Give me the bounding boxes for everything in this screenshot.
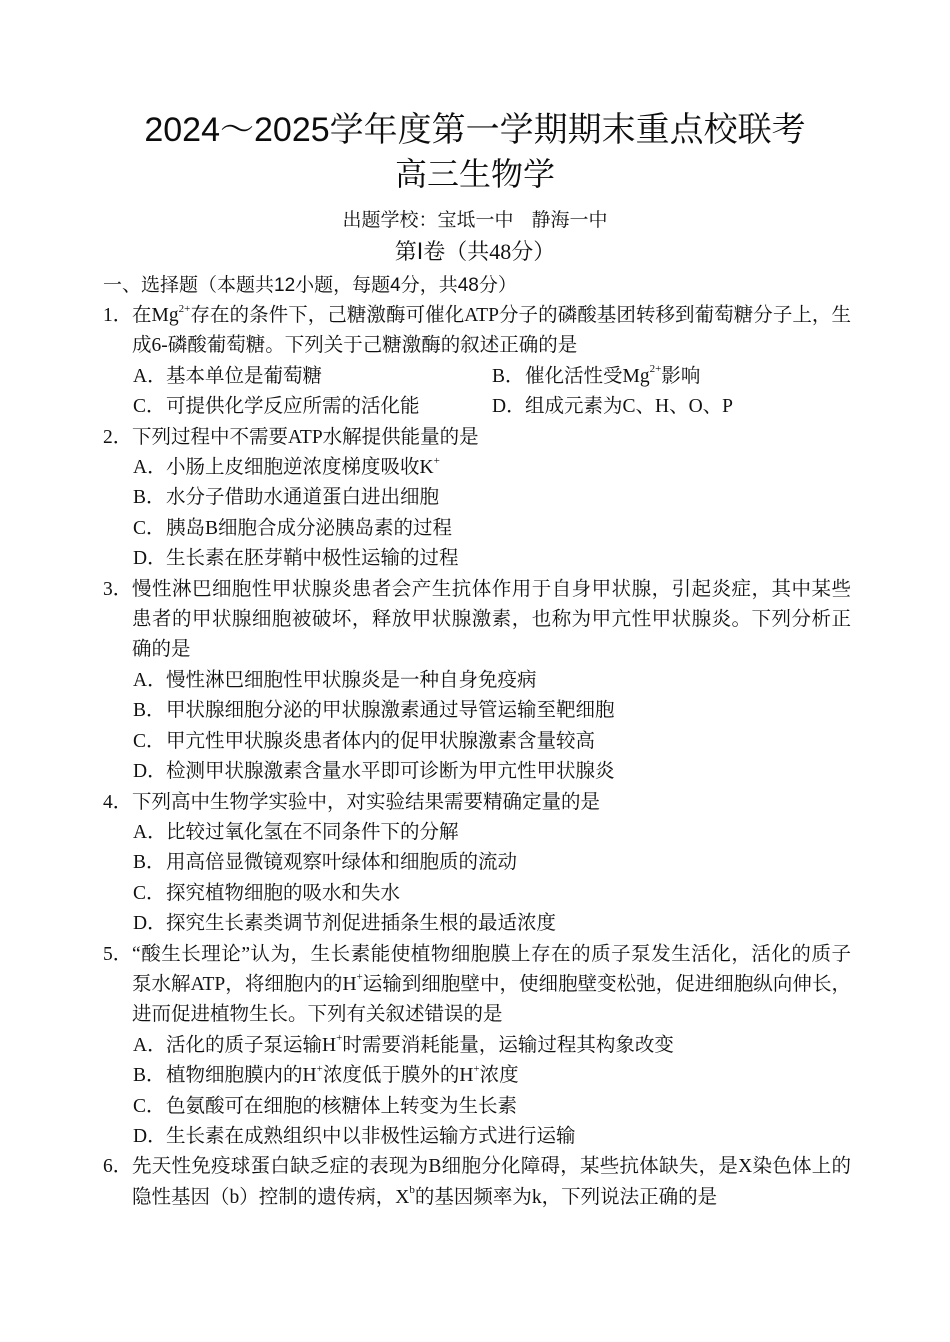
question-number: 6． — [103, 1156, 133, 1178]
question-stem: 5． “酸生长理论”认为，生长素能使植物细胞膜上存在的质子泵发生活化，活化的质子泵水解ATP，将细胞内的H+运输到细胞壁中，使细胞壁变松弛，促进细胞纵向伸长，进而促进植物生长。下列有关叙述错误的是 — [103, 940, 851, 1031]
exam-subject: 高三生物学 — [394, 156, 555, 192]
option-a[interactable]: A．活化的质子泵运输H+时需要消耗能量，运输过程其构象改变 — [133, 1032, 674, 1056]
question-stem: 1． 在$Mg^{2+}$存在的条件下，己糖激酶可催化ATP分子的磷酸基团转移到葡萄糖分子上，生成6-磷酸葡萄糖。下列关于己糖激酶的叙述正确的是 — [103, 302, 851, 357]
question-number: 2． — [103, 426, 133, 448]
volume-label: 第Ⅰ卷 — [394, 239, 446, 264]
question-2 — [103, 423, 851, 575]
option-a[interactable]: A．基本单位是葡萄糖 — [133, 365, 323, 387]
option-a[interactable]: A．小肠上皮细胞逆浓度梯度吸收K+ — [133, 454, 440, 479]
question-number: 3． — [103, 578, 133, 600]
question-stem: 3． 慢性淋巴细胞性甲状腺炎患者会产生抗体作用于自身甲状腺，引起炎症，其中某些患者的甲状腺细胞被破坏，释放甲状腺激素，也称为甲亢性甲状腺炎。下列分析正确的是 — [103, 575, 851, 666]
question-1 — [103, 301, 851, 423]
option-c[interactable]: C．甲亢性甲状腺炎患者体内的促甲状腺激素含量较高 — [133, 730, 596, 752]
question-stem: 6． 先天性免疫球蛋白缺乏症的表现为B细胞分化障碍，某些抗体缺失，是X染色体上的隐性基因（b）控制的遗传病，$X^b$的基因频率为k，下列说法正确的是 — [103, 1152, 851, 1213]
section-heading: 一、选择题（本题共12小题，每题4分，共48分） — [103, 275, 517, 296]
question-6 — [103, 1152, 851, 1213]
option-b[interactable]: B．用高倍显微镜观察叶绿体和细胞质的流动 — [133, 852, 518, 874]
question-5 — [103, 940, 851, 1153]
option-c[interactable]: C．胰岛B细胞合成分泌胰岛素的过程 — [133, 517, 453, 539]
option-a[interactable]: A．慢性淋巴细胞性甲状腺炎是一种自身免疫病 — [133, 669, 537, 691]
option-d[interactable]: D．生长素在胚芽鞘中极性运输的过程 — [133, 548, 459, 570]
question-number: 5． — [103, 943, 133, 965]
option-b[interactable]: B．植物细胞膜内的H+浓度低于膜外的H+浓度 — [133, 1062, 519, 1087]
setting-schools — [0, 208, 950, 234]
volume-note: （共48分） — [445, 239, 556, 264]
question-3 — [103, 575, 851, 788]
option-b[interactable]: B．甲状腺细胞分泌的甲状腺激素通过导管运输至靶细胞 — [133, 700, 615, 722]
question-stem: 4． 下列高中生物学实验中，对实验结果需要精确定量的是 — [103, 788, 851, 818]
volume-heading — [0, 238, 950, 266]
question-number: 4． — [103, 791, 133, 813]
option-d[interactable]: D．探究生长素类调节剂促进插条生根的最适浓度 — [133, 913, 557, 935]
question-4 — [103, 788, 851, 940]
option-d[interactable]: D．组成元素为C、H、O、P — [492, 396, 734, 418]
school-2: 静海一中 — [531, 210, 608, 231]
question-number: 1． — [103, 305, 133, 326]
option-d[interactable]: D．检测甲状腺激素含量水平即可诊断为甲亢性甲状腺炎 — [133, 761, 615, 783]
school-1: 宝坻一中 — [437, 210, 514, 231]
option-b[interactable]: B．催化活性受$Mg^{2+}$影响 — [492, 363, 701, 387]
schools-label: 出题学校： — [342, 210, 438, 231]
option-c[interactable]: C．色氨酸可在细胞的核糖体上转变为生长素 — [133, 1095, 518, 1117]
question-list — [103, 301, 851, 1213]
option-c[interactable]: C．可提供化学反应所需的活化能 — [133, 396, 420, 418]
option-d[interactable]: D．生长素在成熟组织中以非极性运输方式进行运输 — [133, 1125, 576, 1147]
option-b[interactable]: B．水分子借助水通道蛋白进出细胞 — [133, 487, 440, 509]
option-a[interactable]: A．比较过氧化氢在不同条件下的分解 — [133, 821, 459, 843]
option-c[interactable]: C．探究植物细胞的吸水和失水 — [133, 882, 401, 904]
exam-title: 2024～2025学年度第一学期期末重点校联考 — [144, 111, 806, 149]
question-stem: 2． 下列过程中不需要ATP水解提供能量的是 — [103, 423, 851, 453]
